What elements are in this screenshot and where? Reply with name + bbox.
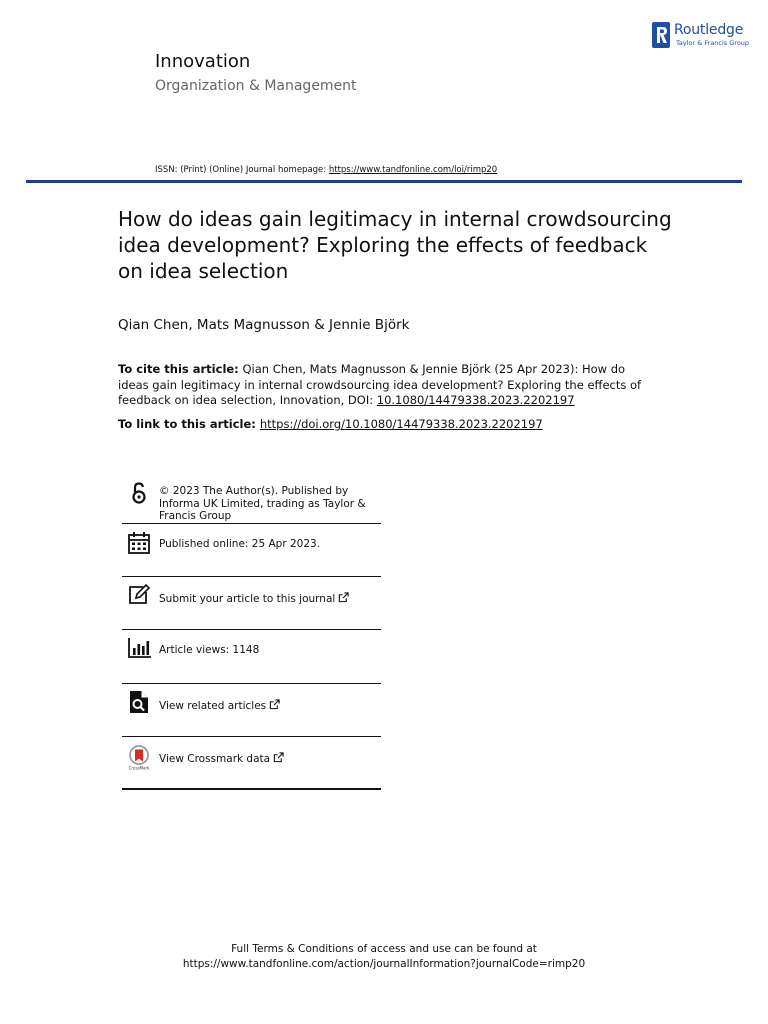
external-link-icon xyxy=(273,752,284,763)
publisher-brand: Routledge xyxy=(674,22,744,38)
related-articles-label: View related articles xyxy=(159,700,267,712)
crossmark-label: View Crossmark data xyxy=(159,753,271,765)
cite-doi-link[interactable]: 10.1080/14479338.2023.2202197 xyxy=(376,393,575,407)
journal-subtitle: Organization & Management xyxy=(155,78,357,94)
header-divider xyxy=(26,180,742,183)
article-link-block xyxy=(118,417,543,431)
divider xyxy=(122,788,381,790)
routledge-logo xyxy=(652,20,752,50)
article-title: How do ideas gain legitimacy in internal crowdsourcing idea development? Exploring the effects of feedback on idea selection xyxy=(118,207,672,283)
publisher-group: Taylor & Francis Group xyxy=(676,39,750,47)
related-articles-link[interactable] xyxy=(159,699,381,713)
external-link-icon xyxy=(338,592,349,603)
edit-icon xyxy=(126,582,152,608)
submit-article-link[interactable] xyxy=(159,592,381,606)
link-label: To link to this article: xyxy=(118,417,260,431)
document-search-icon xyxy=(126,689,152,715)
footer-terms-link[interactable]: https://www.tandfonline.com/action/journalInformation?journalCode=rimp20 xyxy=(182,958,586,970)
footer-line-1: Full Terms & Conditions of access and use can be found at xyxy=(231,943,537,955)
divider xyxy=(122,576,381,577)
divider xyxy=(122,629,381,630)
journal-title: Innovation xyxy=(155,51,251,72)
footer-terms xyxy=(0,942,768,972)
divider xyxy=(122,736,381,737)
cite-text: Qian Chen, Mats Magnusson & Jennie Björk (25 Apr 2023): How do ideas gain legitimacy in internal crowdsourcing idea development? Exploring the effects of feedback on idea selection, Innovation, DOI: xyxy=(118,362,642,407)
journal-homepage-link[interactable]: https://www.tandfonline.com/loi/rimp20 xyxy=(328,165,498,175)
citation-block xyxy=(118,362,658,409)
issn-line xyxy=(155,165,497,175)
crossmark-icon xyxy=(126,744,152,770)
open-access-text: © 2023 The Author(s). Published by Informa UK Limited, trading as Taylor & Francis Group xyxy=(159,485,366,522)
issn-prefix: ISSN: (Print) (Online) Journal homepage: xyxy=(155,165,329,175)
calendar-icon xyxy=(126,530,152,556)
cite-label: To cite this article: xyxy=(118,362,239,376)
submit-article-label: Submit your article to this journal xyxy=(159,593,336,605)
routledge-r-icon xyxy=(652,22,670,48)
crossmark-link[interactable] xyxy=(159,752,381,766)
external-link-icon xyxy=(269,699,280,710)
divider xyxy=(122,683,381,684)
crossmark-logo-text: CrossMark xyxy=(128,765,150,770)
divider xyxy=(122,523,381,524)
article-authors: Qian Chen, Mats Magnusson & Jennie Björk xyxy=(118,317,410,333)
published-date: Published online: 25 Apr 2023. xyxy=(159,538,321,550)
open-access-icon xyxy=(126,480,152,506)
article-views: Article views: 1148 xyxy=(159,644,260,656)
bar-chart-icon xyxy=(126,635,152,661)
article-doi-link[interactable]: https://doi.org/10.1080/14479338.2023.2202197 xyxy=(259,417,543,431)
